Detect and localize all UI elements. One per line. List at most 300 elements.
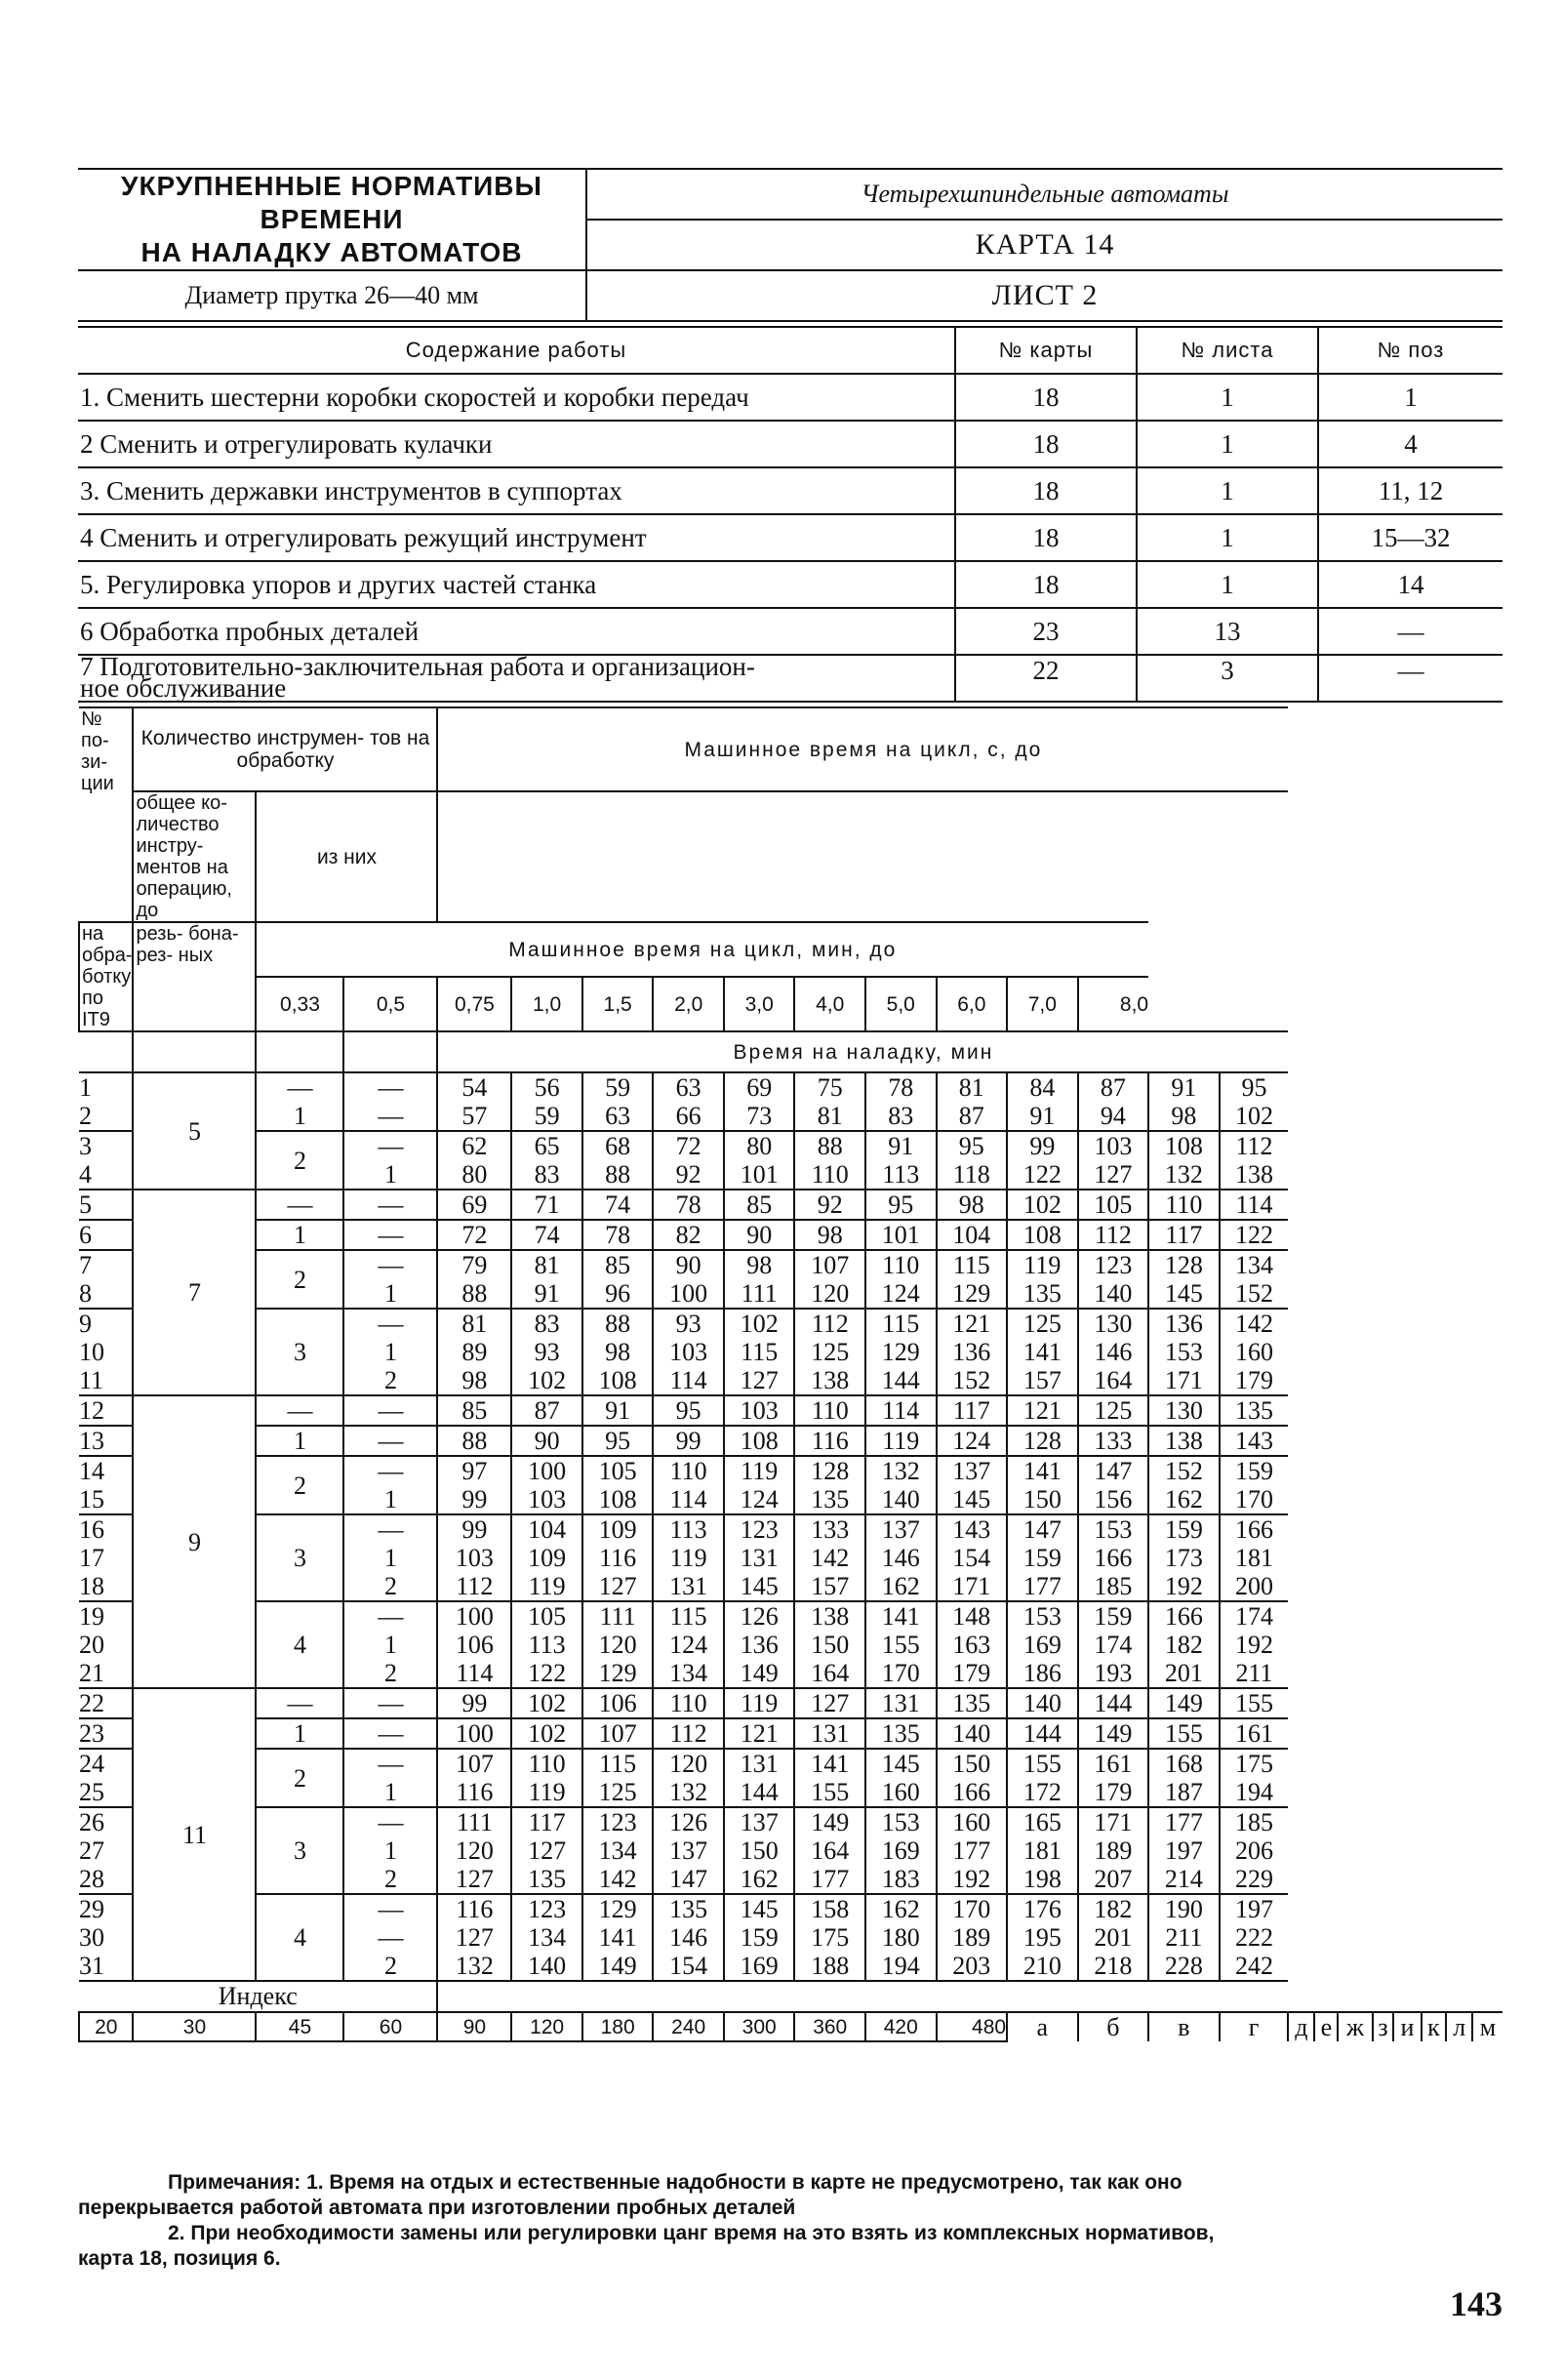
setup-time-cell: 127	[794, 1688, 865, 1718]
setup-time-cell: 92	[794, 1190, 865, 1220]
header-table	[78, 168, 1503, 322]
thread-tools: — 1	[343, 1250, 437, 1309]
setup-time-cell: 138	[1148, 1426, 1220, 1456]
title-line-2: НА НАЛАДКУ АВТОМАТОВ	[140, 237, 523, 267]
setup-time-cell: 131	[794, 1718, 865, 1749]
setup-time-cell: 190 211 228	[1148, 1894, 1220, 1981]
page-number: 143	[1450, 2284, 1503, 2323]
setup-time-cell: 100	[437, 1718, 511, 1749]
setup-time-cell: 149 164 177	[794, 1807, 865, 1894]
thread-tools: — — 2	[343, 1894, 437, 1981]
ref-pos: 11, 12	[1318, 467, 1503, 514]
setup-time-cell: 129 141 149	[582, 1894, 654, 1981]
position-number: 23	[79, 1718, 133, 1749]
sec-header: 420	[865, 2012, 937, 2041]
setup-time-cell: 69 73	[724, 1072, 795, 1131]
setup-time-cell: 159 174 193	[1078, 1601, 1149, 1688]
header-pos: № поз	[1318, 327, 1503, 374]
processing-tools: 2	[256, 1749, 343, 1807]
setup-time-cell: 128 135	[794, 1456, 865, 1514]
setup-time-cell: 115 129	[937, 1250, 1008, 1309]
thread-tools: — 1 2	[343, 1601, 437, 1688]
setup-time-cell: 143	[1220, 1426, 1289, 1456]
data-row-group	[79, 1309, 1503, 1395]
setup-time-cell: 88 98 108	[582, 1309, 654, 1395]
setup-time-cell: 126 137 147	[653, 1807, 724, 1894]
setup-time-cell: 83 93 102	[511, 1309, 582, 1395]
thread-tools: — 1 2	[343, 1514, 437, 1601]
setup-time-cell: 99	[437, 1688, 511, 1718]
processing-tools: 1	[256, 1426, 343, 1456]
setup-time-cell: 91	[582, 1395, 654, 1426]
setup-time-cell: 112	[653, 1718, 724, 1749]
setup-time-cell: 137 150 162	[724, 1807, 795, 1894]
ref-pos: —	[1318, 655, 1503, 702]
thread-tools: — 1 2	[343, 1309, 437, 1395]
setup-time-cell: 141 155	[794, 1749, 865, 1807]
setup-time-cell: 71	[511, 1190, 582, 1220]
header-sheet: № листа	[1137, 327, 1318, 374]
setup-time-cell: 100 106 114	[437, 1601, 511, 1688]
setup-time-cell: 110 114	[653, 1456, 724, 1514]
setup-time-cell: 143 154 171	[937, 1514, 1008, 1601]
setup-time-cell: 159 173 192	[1148, 1514, 1220, 1601]
setup-time-cell: 123 131 145	[724, 1514, 795, 1601]
index-label: Индекс	[79, 1981, 437, 2012]
setup-time-cell: 87 94	[1078, 1072, 1149, 1131]
setup-time-cell: 110	[794, 1395, 865, 1426]
position-number: 22	[79, 1688, 133, 1718]
position-number: 5	[79, 1190, 133, 1220]
setup-time-cell: 90 100	[653, 1250, 724, 1309]
position-number: 26 27 28	[79, 1807, 133, 1894]
work-description: 3. Сменить державки инструментов в суппортах	[78, 467, 955, 514]
setup-time-cell: 116 127 132	[437, 1894, 511, 1981]
setup-time-cell: 95 118	[937, 1131, 1008, 1190]
header-processing-it9: на обра- ботку по IT9	[79, 922, 133, 1031]
setup-time-cell: 162 180 194	[865, 1894, 937, 1981]
work-description: 2 Сменить и отрегулировать кулачки	[78, 421, 955, 467]
setup-time-cell: 54 57	[437, 1072, 511, 1131]
total-tools: 9	[133, 1395, 256, 1688]
sheet-number: ЛИСТ 2	[586, 270, 1503, 321]
setup-time-cell: 140	[1007, 1688, 1078, 1718]
setup-time-cell: 107	[582, 1718, 654, 1749]
setup-time-cell: 93 103 114	[653, 1309, 724, 1395]
setup-time-cell: 79 88	[437, 1250, 511, 1309]
setup-time-cell: 121	[1007, 1395, 1078, 1426]
setup-time-cell: 78	[582, 1220, 654, 1250]
setup-time-cell: 131	[865, 1688, 937, 1718]
setup-time-cell: 103 127	[1078, 1131, 1149, 1190]
setup-time-table	[78, 706, 1503, 2042]
index-letter: ж	[1338, 2012, 1372, 2041]
total-tools: 5	[133, 1072, 256, 1190]
contents-row	[78, 467, 1503, 514]
card-number: КАРТА 14	[586, 220, 1503, 270]
contents-row	[78, 514, 1503, 561]
setup-time-cell: 72	[437, 1220, 511, 1250]
setup-time-cell: 116	[794, 1426, 865, 1456]
sec-header: 300	[724, 2012, 795, 2041]
setup-time-cell: 135 146 154	[653, 1894, 724, 1981]
contents-row	[78, 561, 1503, 608]
setup-time-cell: 102	[511, 1718, 582, 1749]
setup-time-cell: 176 195 210	[1007, 1894, 1078, 1981]
setup-time-cell: 115 124 134	[653, 1601, 724, 1688]
ref-pos: 15—32	[1318, 514, 1503, 561]
min-header: 0,33	[256, 977, 343, 1031]
setup-time-cell: 119	[865, 1426, 937, 1456]
setup-time-cell: 107 120	[794, 1250, 865, 1309]
setup-time-cell: 82	[653, 1220, 724, 1250]
sec-header: 240	[653, 2012, 724, 2041]
setup-time-cell: 123 140	[1078, 1250, 1149, 1309]
setup-time-cell: 112 138	[1220, 1131, 1289, 1190]
work-description: 6 Обработка пробных деталей	[78, 608, 955, 655]
setup-time-cell: 128	[1007, 1426, 1078, 1456]
setup-time-cell: 113 119 131	[653, 1514, 724, 1601]
setup-time-cell: 122	[1220, 1220, 1289, 1250]
header-total-tools: общее ко- личество инстру- ментов на операцию, до	[133, 791, 256, 922]
setup-time-cell: 142 160 179	[1220, 1309, 1289, 1395]
setup-time-cell: 98	[794, 1220, 865, 1250]
data-row-group	[79, 1220, 1503, 1250]
thread-tools: — 1	[343, 1131, 437, 1190]
data-row-group	[79, 1250, 1503, 1309]
ref-card: 18	[955, 514, 1137, 561]
total-tools: 11	[133, 1688, 256, 1981]
setup-time-cell: 185 206 229	[1220, 1807, 1289, 1894]
thread-tools: — 1	[343, 1456, 437, 1514]
min-header: 1,5	[582, 977, 654, 1031]
setup-time-cell: 150 166	[937, 1749, 1008, 1807]
contents-row	[78, 421, 1503, 467]
setup-time-cell: 81 89 98	[437, 1309, 511, 1395]
setup-time-cell: 145 160	[865, 1749, 937, 1807]
data-row-group	[79, 1426, 1503, 1456]
setup-time-cell: 112	[1078, 1220, 1149, 1250]
header-machine-sec: Машинное время на цикл, с, до	[437, 707, 1288, 791]
contents-row	[78, 374, 1503, 421]
setup-time-cell: 133	[1078, 1426, 1149, 1456]
setup-time-cell: 141 155 170	[865, 1601, 937, 1688]
setup-time-cell: 75 81	[794, 1072, 865, 1131]
setup-time-cell: 141 150	[1007, 1456, 1078, 1514]
setup-time-cell: 106	[582, 1688, 654, 1718]
min-header: 2,0	[653, 977, 724, 1031]
setup-time-cell: 80 101	[724, 1131, 795, 1190]
setup-time-cell: 59 63	[582, 1072, 654, 1131]
position-number: 7 8	[79, 1250, 133, 1309]
ref-pos: 1	[1318, 374, 1503, 421]
position-number: 3 4	[79, 1131, 133, 1190]
setup-time-cell: 110	[1148, 1190, 1220, 1220]
thread-tools: — —	[343, 1072, 437, 1131]
min-header: 5,0	[865, 977, 937, 1031]
index-letter: а	[1007, 2012, 1078, 2041]
ref-sheet: 1	[1137, 514, 1318, 561]
data-row-group	[79, 1749, 1503, 1807]
header-content: Содержание работы	[78, 327, 955, 374]
ref-pos: 4	[1318, 421, 1503, 467]
position-number: 14 15	[79, 1456, 133, 1514]
setup-time-cell: 101	[865, 1220, 937, 1250]
ref-pos: —	[1318, 608, 1503, 655]
setup-time-cell: 112 125 138	[794, 1309, 865, 1395]
thread-tools: —	[343, 1426, 437, 1456]
setup-time-cell: 114	[865, 1395, 937, 1426]
position-number: 13	[79, 1426, 133, 1456]
position-number: 1 2	[79, 1072, 133, 1131]
setup-time-cell: 160 177 192	[937, 1807, 1008, 1894]
index-letter: в	[1148, 2012, 1220, 2041]
setup-time-cell: 81 91	[511, 1250, 582, 1309]
setup-time-cell: 111 120 129	[582, 1601, 654, 1688]
setup-time-cell: 138 150 164	[794, 1601, 865, 1688]
work-description: 5. Регулировка упоров и других частей станка	[78, 561, 955, 608]
setup-time-cell: 132 140	[865, 1456, 937, 1514]
setup-time-cell: 147 156	[1078, 1456, 1149, 1514]
processing-tools: 4	[256, 1894, 343, 1981]
work-description: 1. Сменить шестерни коробки скоростей и коробки передач	[78, 374, 955, 421]
position-number: 19 20 21	[79, 1601, 133, 1688]
setup-time-cell: 105	[1078, 1190, 1149, 1220]
setup-time-cell: 104 109 119	[511, 1514, 582, 1601]
thread-tools: — 1	[343, 1749, 437, 1807]
header-card: № карты	[955, 327, 1137, 374]
setup-time-cell: 119 124	[724, 1456, 795, 1514]
sec-header: 45	[256, 2012, 343, 2041]
ref-sheet: 13	[1137, 608, 1318, 655]
index-letter: д	[1288, 2012, 1314, 2041]
setup-time-cell: 84 91	[1007, 1072, 1078, 1131]
setup-time-cell: 174 192 211	[1220, 1601, 1289, 1688]
setup-time-cell: 121 136 152	[937, 1309, 1008, 1395]
setup-time-cell: 158 175 188	[794, 1894, 865, 1981]
setup-time-cell: 99 122	[1007, 1131, 1078, 1190]
thread-tools: —	[343, 1688, 437, 1718]
setup-time-cell: 119	[724, 1688, 795, 1718]
sec-header: 60	[343, 2012, 437, 2041]
setup-time-cell: 108 132	[1148, 1131, 1220, 1190]
sec-header: 20	[79, 2012, 133, 2041]
setup-time-cell: 125 141 157	[1007, 1309, 1078, 1395]
contents-row	[78, 608, 1503, 655]
setup-time-cell: 98 111	[724, 1250, 795, 1309]
setup-time-cell: 135	[865, 1718, 937, 1749]
ref-card: 18	[955, 374, 1137, 421]
processing-tools: 1	[256, 1718, 343, 1749]
thread-tools: — 1 2	[343, 1807, 437, 1894]
setup-time-cell: 170 189 203	[937, 1894, 1008, 1981]
setup-time-cell: 149	[1078, 1718, 1149, 1749]
processing-tools: —	[256, 1688, 343, 1718]
sec-header: 30	[133, 2012, 256, 2041]
setup-time-cell: 95 102	[1220, 1072, 1289, 1131]
setup-time-cell: 149	[1148, 1688, 1220, 1718]
position-number: 9 10 11	[79, 1309, 133, 1395]
min-header: 1,0	[511, 977, 582, 1031]
setup-time-cell: 136 153 171	[1148, 1309, 1220, 1395]
processing-tools: 3	[256, 1514, 343, 1601]
processing-tools: 2	[256, 1456, 343, 1514]
machine-type: Четырехшпиндельные автоматы	[586, 169, 1503, 220]
setup-time-cell: 175 194	[1220, 1749, 1289, 1807]
setup-time-cell: 182 201 218	[1078, 1894, 1149, 1981]
contents-row	[78, 655, 1503, 702]
setup-time-cell: 81 87	[937, 1072, 1008, 1131]
setup-time-cell: 124	[937, 1426, 1008, 1456]
ref-card: 18	[955, 421, 1137, 467]
setup-time-cell: 74	[511, 1220, 582, 1250]
setup-time-cell: 159 170	[1220, 1456, 1289, 1514]
thread-tools: —	[343, 1220, 437, 1250]
setup-time-cell: 114	[1220, 1190, 1289, 1220]
setup-time-cell: 177 197 214	[1148, 1807, 1220, 1894]
setup-time-cell: 95	[865, 1190, 937, 1220]
processing-tools: 4	[256, 1601, 343, 1688]
note-1: Примечания: 1. Время на отдых и естественные надобности в карте не предусмотрено, так как оно	[168, 2171, 1182, 2194]
processing-tools: 1	[256, 1220, 343, 1250]
ref-sheet: 1	[1137, 374, 1318, 421]
setup-time-cell: 56 59	[511, 1072, 582, 1131]
setup-time-cell: 102	[511, 1688, 582, 1718]
setup-time-cell: 120 132	[653, 1749, 724, 1807]
setup-time-cell: 87	[511, 1395, 582, 1426]
sec-header: 480	[937, 2012, 1008, 2041]
setup-time-cell: 147 159 177	[1007, 1514, 1078, 1601]
setup-time-cell: 95	[582, 1426, 654, 1456]
bar-diameter: Диаметр прутка 26—40 мм	[78, 270, 586, 321]
header-machine-min: Машинное время на цикл, мин, до	[256, 922, 1148, 977]
data-row-group	[79, 1601, 1503, 1688]
header-of-them: из них	[256, 791, 437, 922]
setup-time-cell: 99	[653, 1426, 724, 1456]
setup-time-cell: 115 125	[582, 1749, 654, 1807]
index-letter: е	[1314, 2012, 1338, 2041]
setup-time-cell: 134 152	[1220, 1250, 1289, 1309]
setup-time-cell: 161 179	[1078, 1749, 1149, 1807]
setup-time-cell: 102	[1007, 1190, 1078, 1220]
setup-time-cell: 102 115 127	[724, 1309, 795, 1395]
setup-time-cell: 98	[937, 1190, 1008, 1220]
setup-time-cell: 140	[937, 1718, 1008, 1749]
setup-time-cell: 90	[511, 1426, 582, 1456]
processing-tools: —	[256, 1190, 343, 1220]
page-content	[78, 168, 1503, 2042]
setup-time-cell: 108	[724, 1426, 795, 1456]
setup-time-cell: 85	[724, 1190, 795, 1220]
data-row-group	[79, 1894, 1503, 1981]
setup-time-cell: 165 181 198	[1007, 1807, 1078, 1894]
work-description: 7 Подготовительно-заключительная работа и организацион- ное обслуживание	[78, 655, 955, 702]
setup-time-cell: 144	[1007, 1718, 1078, 1749]
setup-time-cell: 197 222 242	[1220, 1894, 1289, 1981]
setup-time-cell: 123 134 140	[511, 1894, 582, 1981]
setup-time-cell: 155	[1220, 1688, 1289, 1718]
ref-card: 22	[955, 655, 1137, 702]
setup-time-cell: 137 146 162	[865, 1514, 937, 1601]
note-2: 2. При необходимости замены или регулировки цанг время на это взять из комплексных нормативов,	[168, 2222, 1215, 2244]
position-number: 16 17 18	[79, 1514, 133, 1601]
setup-time-cell: 161	[1220, 1718, 1289, 1749]
setup-time-cell: 85 96	[582, 1250, 654, 1309]
setup-time-cell: 88 110	[794, 1131, 865, 1190]
setup-time-cell: 153 166 185	[1078, 1514, 1149, 1601]
setup-time-cell: 105 113 122	[511, 1601, 582, 1688]
data-row-group	[79, 1688, 1503, 1718]
min-header: 0,75	[437, 977, 511, 1031]
setup-time-cell: 95	[653, 1395, 724, 1426]
header-position: № по- зи- ции	[79, 707, 133, 922]
setup-time-cell: 145 159 169	[724, 1894, 795, 1981]
setup-time-cell: 117	[1148, 1220, 1220, 1250]
contents-table	[78, 326, 1503, 703]
work-description: 4 Сменить и отрегулировать режущий инструмент	[78, 514, 955, 561]
index-letter: м	[1472, 2012, 1503, 2041]
data-row-group	[79, 1718, 1503, 1749]
setup-time-cell: 63 66	[653, 1072, 724, 1131]
processing-tools: 3	[256, 1309, 343, 1395]
data-row-group	[79, 1395, 1503, 1426]
setup-time-cell: 68 88	[582, 1131, 654, 1190]
thread-tools: —	[343, 1190, 437, 1220]
ref-sheet: 1	[1137, 561, 1318, 608]
setup-time-cell: 153 169 183	[865, 1807, 937, 1894]
min-header: 7,0	[1007, 977, 1078, 1031]
notes	[78, 2170, 1503, 2272]
setup-time-cell: 137 145	[937, 1456, 1008, 1514]
setup-time-cell: 110 119	[511, 1749, 582, 1807]
position-number: 24 25	[79, 1749, 133, 1807]
setup-time-cell: 72 92	[653, 1131, 724, 1190]
min-header: 8,0	[1078, 977, 1149, 1031]
setup-time-cell: 119 135	[1007, 1250, 1078, 1309]
position-number: 12	[79, 1395, 133, 1426]
setup-time-cell: 109 116 127	[582, 1514, 654, 1601]
processing-tools: 2	[256, 1131, 343, 1190]
setup-time-cell: 65 83	[511, 1131, 582, 1190]
setup-time-cell: 108	[1007, 1220, 1078, 1250]
min-header: 6,0	[937, 977, 1008, 1031]
position-number: 6	[79, 1220, 133, 1250]
setup-time-cell: 117 127 135	[511, 1807, 582, 1894]
setup-time-cell: 125	[1078, 1395, 1149, 1426]
thread-tools: —	[343, 1395, 437, 1426]
header-thread: резь- бона- рез- ных	[133, 922, 256, 1031]
setup-time-cell: 110	[653, 1688, 724, 1718]
title-line-1: УКРУПНЕННЫЕ НОРМАТИВЫ ВРЕМЕНИ	[121, 171, 542, 234]
setup-time-cell: 91 113	[865, 1131, 937, 1190]
header-tool-count: Количество инструмен- тов на обработку	[133, 707, 437, 791]
setup-time-cell: 168 187	[1148, 1749, 1220, 1807]
setup-time-cell: 97 99	[437, 1456, 511, 1514]
setup-time-cell: 78	[653, 1190, 724, 1220]
setup-time-cell: 91 98	[1148, 1072, 1220, 1131]
setup-time-cell: 128 145	[1148, 1250, 1220, 1309]
data-row-group	[79, 1131, 1503, 1190]
setup-time-cell: 115 129 144	[865, 1309, 937, 1395]
processing-tools: —	[256, 1395, 343, 1426]
header-setup-time: Время на наладку, мин	[437, 1031, 1288, 1072]
document-title	[78, 169, 586, 270]
index-row	[79, 1981, 1503, 2012]
setup-time-cell: 144	[1078, 1688, 1149, 1718]
setup-time-cell: 85	[437, 1395, 511, 1426]
min-header: 4,0	[794, 977, 865, 1031]
setup-time-cell: 130 146 164	[1078, 1309, 1149, 1395]
